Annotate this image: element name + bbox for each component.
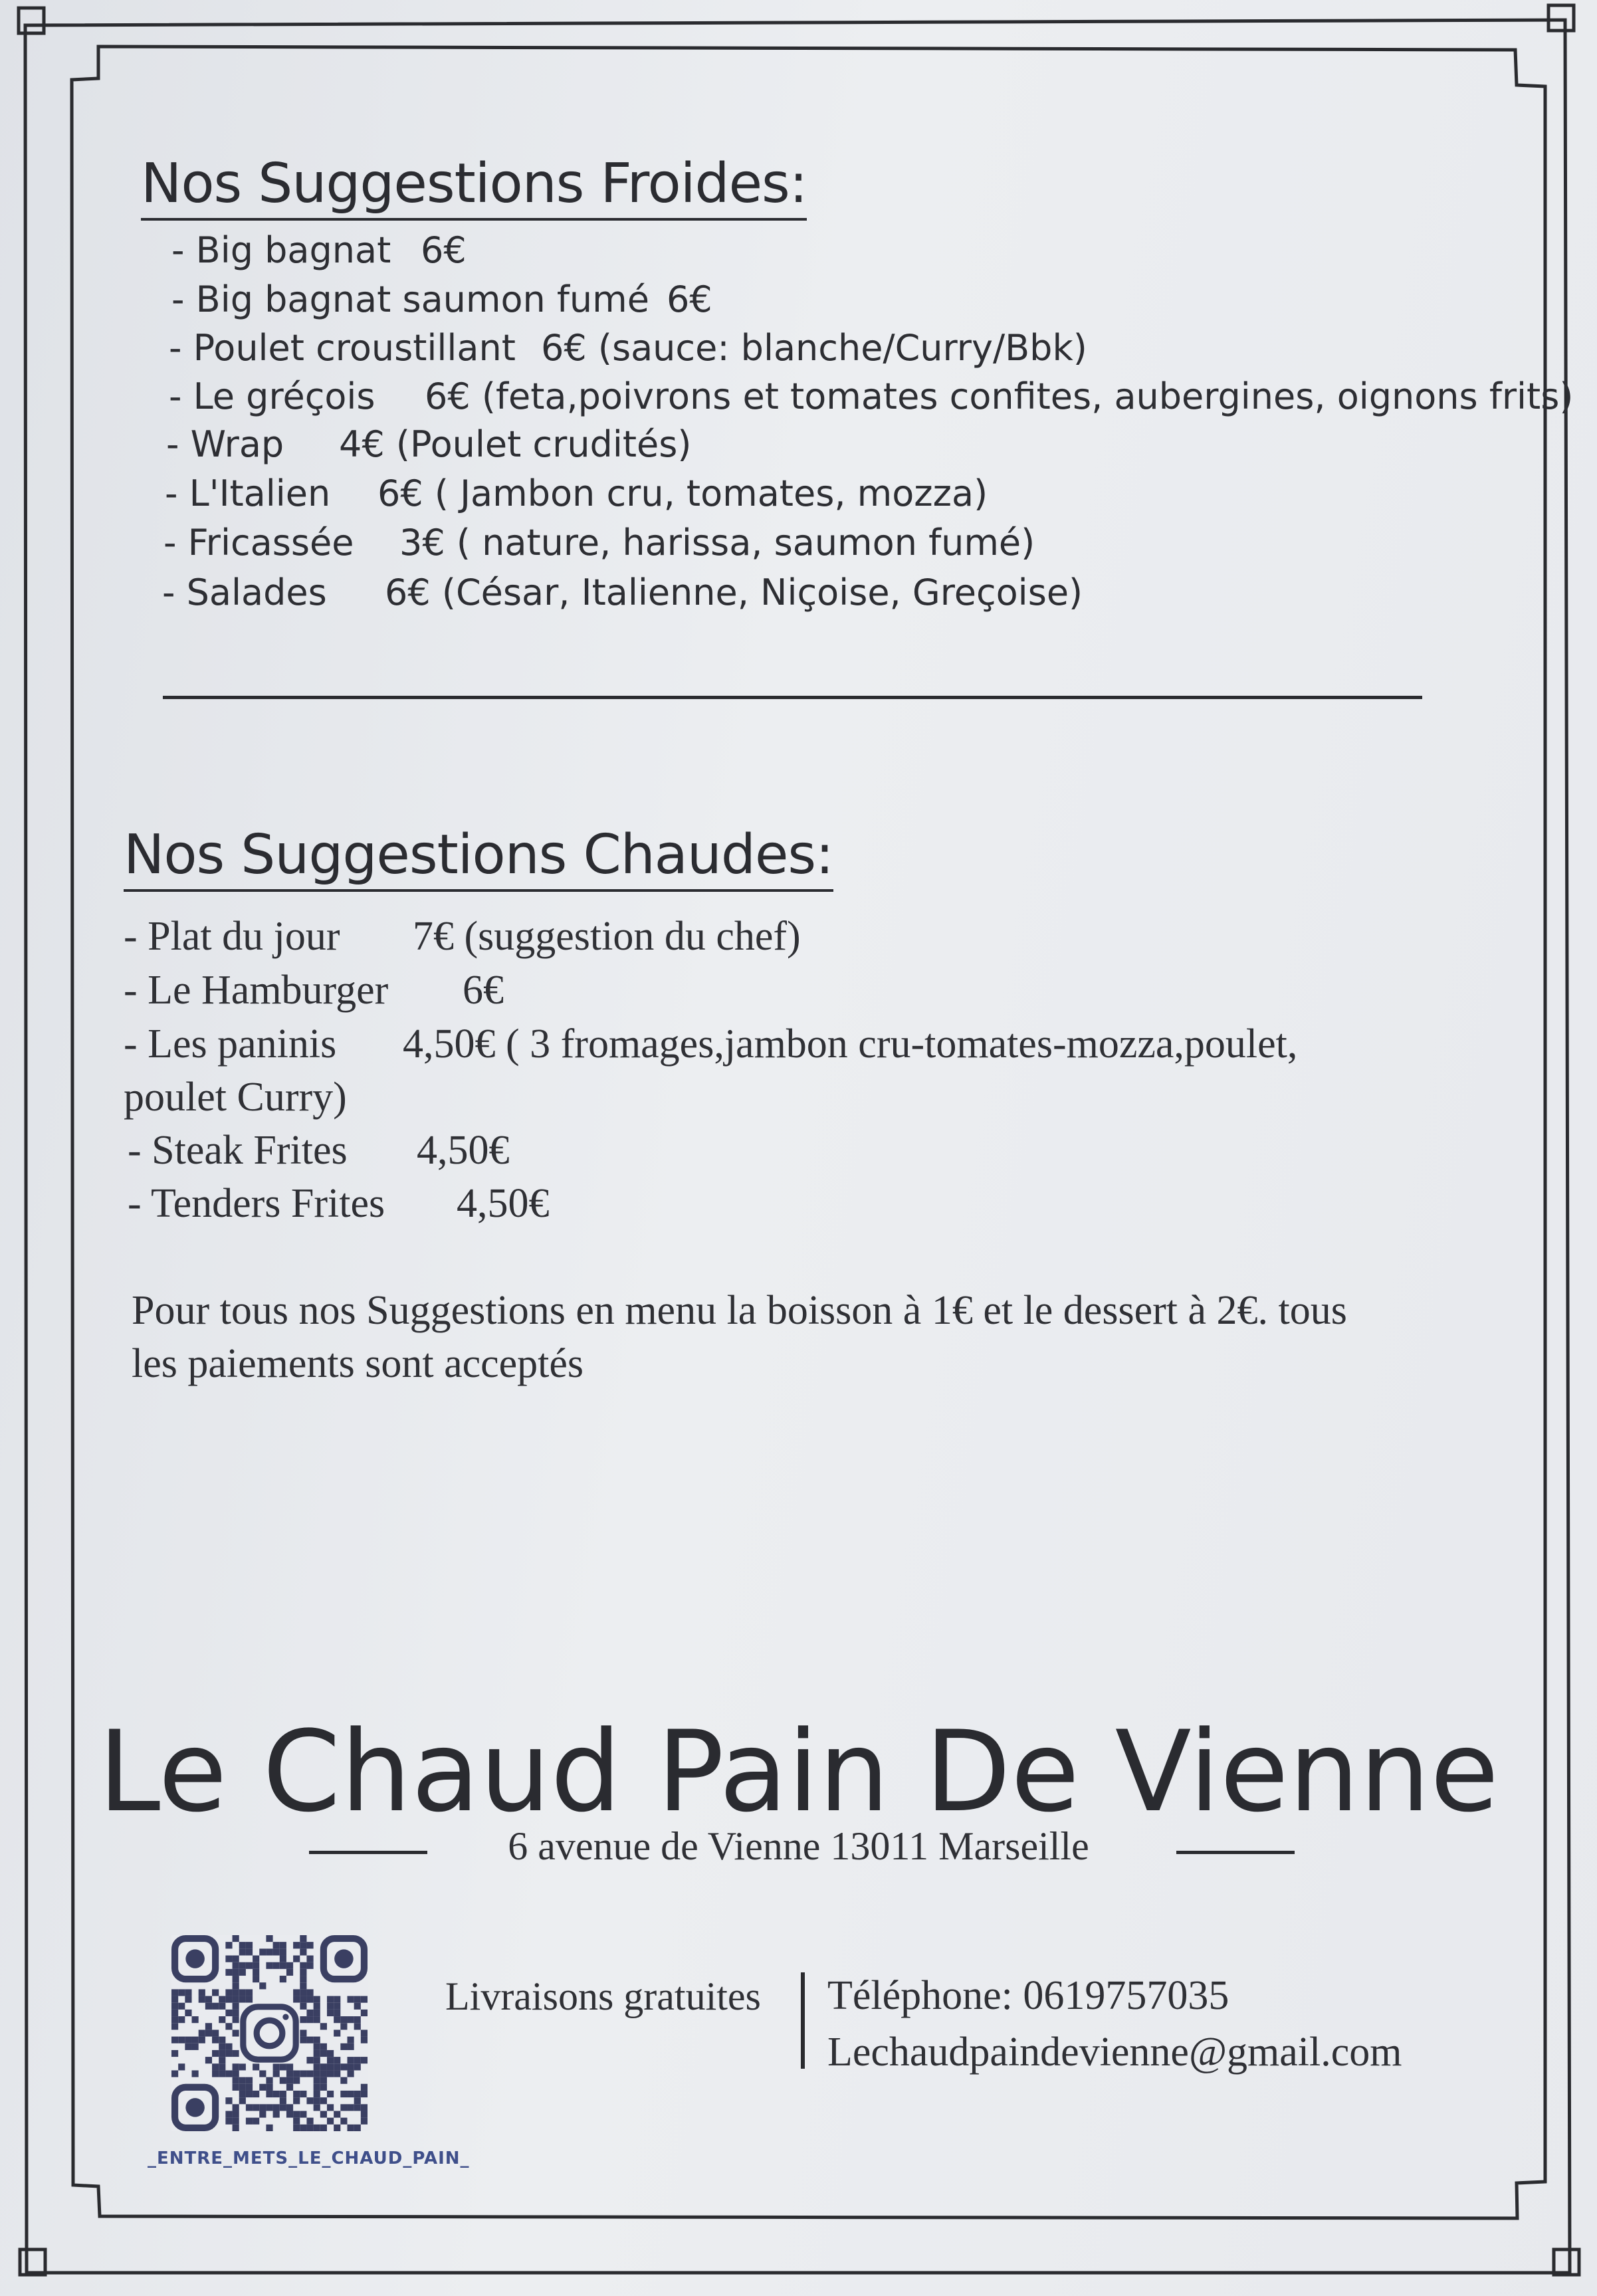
restaurant-name: Le Chaud Pain De Vienne: [98, 1707, 1499, 1837]
cold-item: - Salades 6€ (César, Italienne, Niçoise, Greçoise): [162, 572, 1083, 613]
phone-number[interactable]: Téléphone: 0619757035: [827, 1973, 1229, 2018]
address: 6 avenue de Vienne 13011 Marseille: [508, 1824, 1089, 1868]
contact-separator: [801, 1972, 805, 2069]
section-divider: [163, 696, 1422, 699]
hot-item: - Le Hamburger 6€: [124, 968, 504, 1013]
hot-item: poulet Curry): [124, 1075, 347, 1120]
cold-item: - Wrap 4€ (Poulet crudités): [166, 423, 692, 465]
cold-section-title: Nos Suggestions Froides:: [141, 157, 807, 211]
hot-item: - Steak Frites 4,50€: [128, 1128, 510, 1173]
hot-item: - Les paninis 4,50€ ( 3 fromages,jambon cru-tomates-mozza,poulet,: [124, 1021, 1298, 1067]
delivery-info: Livraisons gratuites: [445, 1974, 761, 2018]
qr-code[interactable]: [171, 1935, 368, 2131]
hot-item: - Tenders Frites 4,50€: [128, 1181, 550, 1226]
cold-item: - Poulet croustillant 6€ (sauce: blanche/Curry/Bbk): [169, 327, 1087, 369]
menu-note: Pour tous nos Suggestions en menu la boisson à 1€ et le dessert à 2€. tous les paiements sont acceptés: [132, 1288, 1347, 1386]
cold-item: - L'Italien 6€ ( Jambon cru, tomates, mozza): [165, 472, 988, 514]
cold-item: - Le gréçois 6€ (feta,poivrons et tomates confites, aubergines, oignons frits): [169, 375, 1574, 417]
instagram-handle: _ENTRE_METS_LE_CHAUD_PAIN_: [148, 2148, 470, 2168]
instagram-icon: [239, 2003, 300, 2064]
hot-item: - Plat du jour 7€ (suggestion du chef): [124, 914, 801, 959]
email-address[interactable]: Lechaudpaindevienne@gmail.com: [827, 2030, 1402, 2075]
address-rule-right: [1176, 1851, 1295, 1854]
cold-item: - Fricassée 3€ ( nature, harissa, saumon fumé): [163, 522, 1035, 564]
hot-section-title: Nos Suggestions Chaudes:: [124, 828, 833, 883]
cold-item: - Big bagnat 6€: [171, 229, 467, 271]
cold-item: - Big bagnat saumon fumé 6€: [171, 278, 712, 320]
